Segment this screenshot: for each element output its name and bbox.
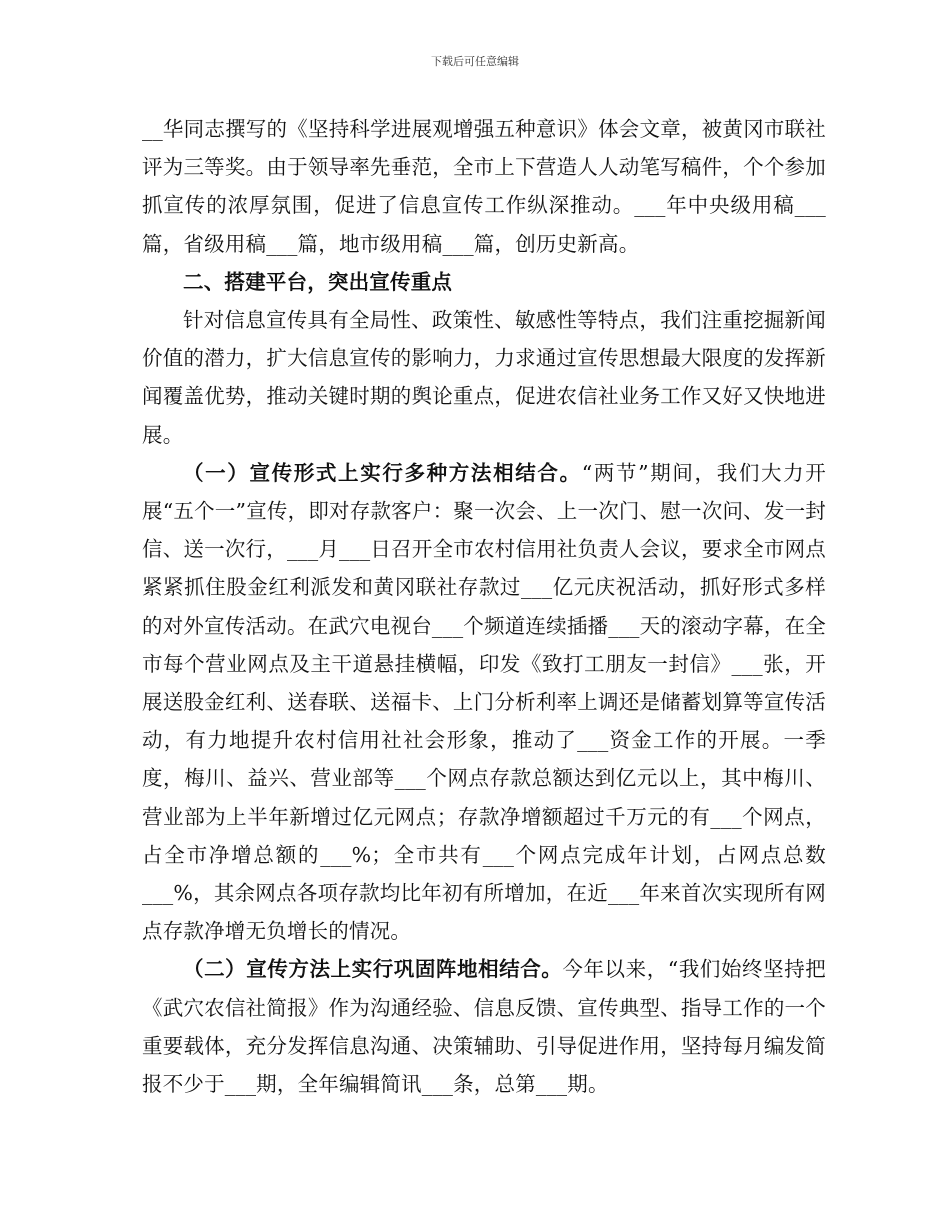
paragraph-subsection-2 xyxy=(142,950,826,1103)
page-header: 下载后可任意编辑 xyxy=(431,55,519,68)
subsection-1-text: “两节”期间，我们大力开展“五个一”宣传，即对存款客户：聚一次会、上一次门、慰一次问、发一封信、送一次行，___月___日召开全市农村信用社负责人会议，要求全市网点紧紧抓住股金红利派发和黄冈联社存款过___亿元庆祝活动，抓好形式多样的对外宣传活动。在武穴电视台___个频道连续插播___天的滚动字幕，在全市每个营业网点及主干道悬挂横幅，印发《致打工朋友一封信》___张，开展送股金红利、送春联、送福卡、上门分析利率上调还是储蓄划算等宣传活动，有力地提升农村信用社社会形象，推动了___资金工作的开展。一季度，梅川、益兴、营业部等___个网点存款总额达到亿元以上，其中梅川、营业部为上半年新增过亿元网点；存款净增额超过千万元的有___个网点，占全市净增总额的___%；全市共有___个网点完成年计划，占网点总数___%，其余网点各项存款均比年初有所增加，在近___年来首次实现所有网点存款净增无负增长的情况。 xyxy=(142,460,826,944)
paragraph-intro: 针对信息宣传具有全局性、政策性、敏感性等特点，我们注重挖掘新闻价值的潜力，扩大信息宣传的影响力，力求通过宣传思想最大限度的发挥新闻覆盖优势，推动关键时期的舆论重点，促进农信社业务工作又好又快地进展。 xyxy=(142,308,826,447)
subsection-2-heading: （二）宣传方法上实行巩固阵地相结合。 xyxy=(183,957,563,982)
paragraph-continuation: __华同志撰写的《坚持科学进展观增强五种意识》体会文章，被黄冈市联社评为三等奖。由于领导率先垂范，全市上下营造人人动笔写稿件，个个参加抓宣传的浓厚氛围，促进了信息宣传工作纵深推动。___年中央级用稿___篇，省级用稿___篇，地市级用稿___篇，创历史新高。 xyxy=(142,117,826,256)
subsection-1-heading: （一）宣传形式上实行多种方法相结合。 xyxy=(183,460,582,485)
document-body xyxy=(142,110,826,1103)
section-heading: 二、搭建平台，突出宣传重点 xyxy=(183,269,453,294)
subsection-2-text: 今年以来，“我们始终坚持把《武穴农信社简报》作为沟通经验、信息反馈、宣传典型、指导工作的一个重要载体，充分发挥信息沟通、决策辅助、引导促进作用，坚持每月编发简报不少于___期，全年编辑简讯___条，总第___期。 xyxy=(142,957,826,1097)
paragraph-subsection-1 xyxy=(142,454,826,951)
